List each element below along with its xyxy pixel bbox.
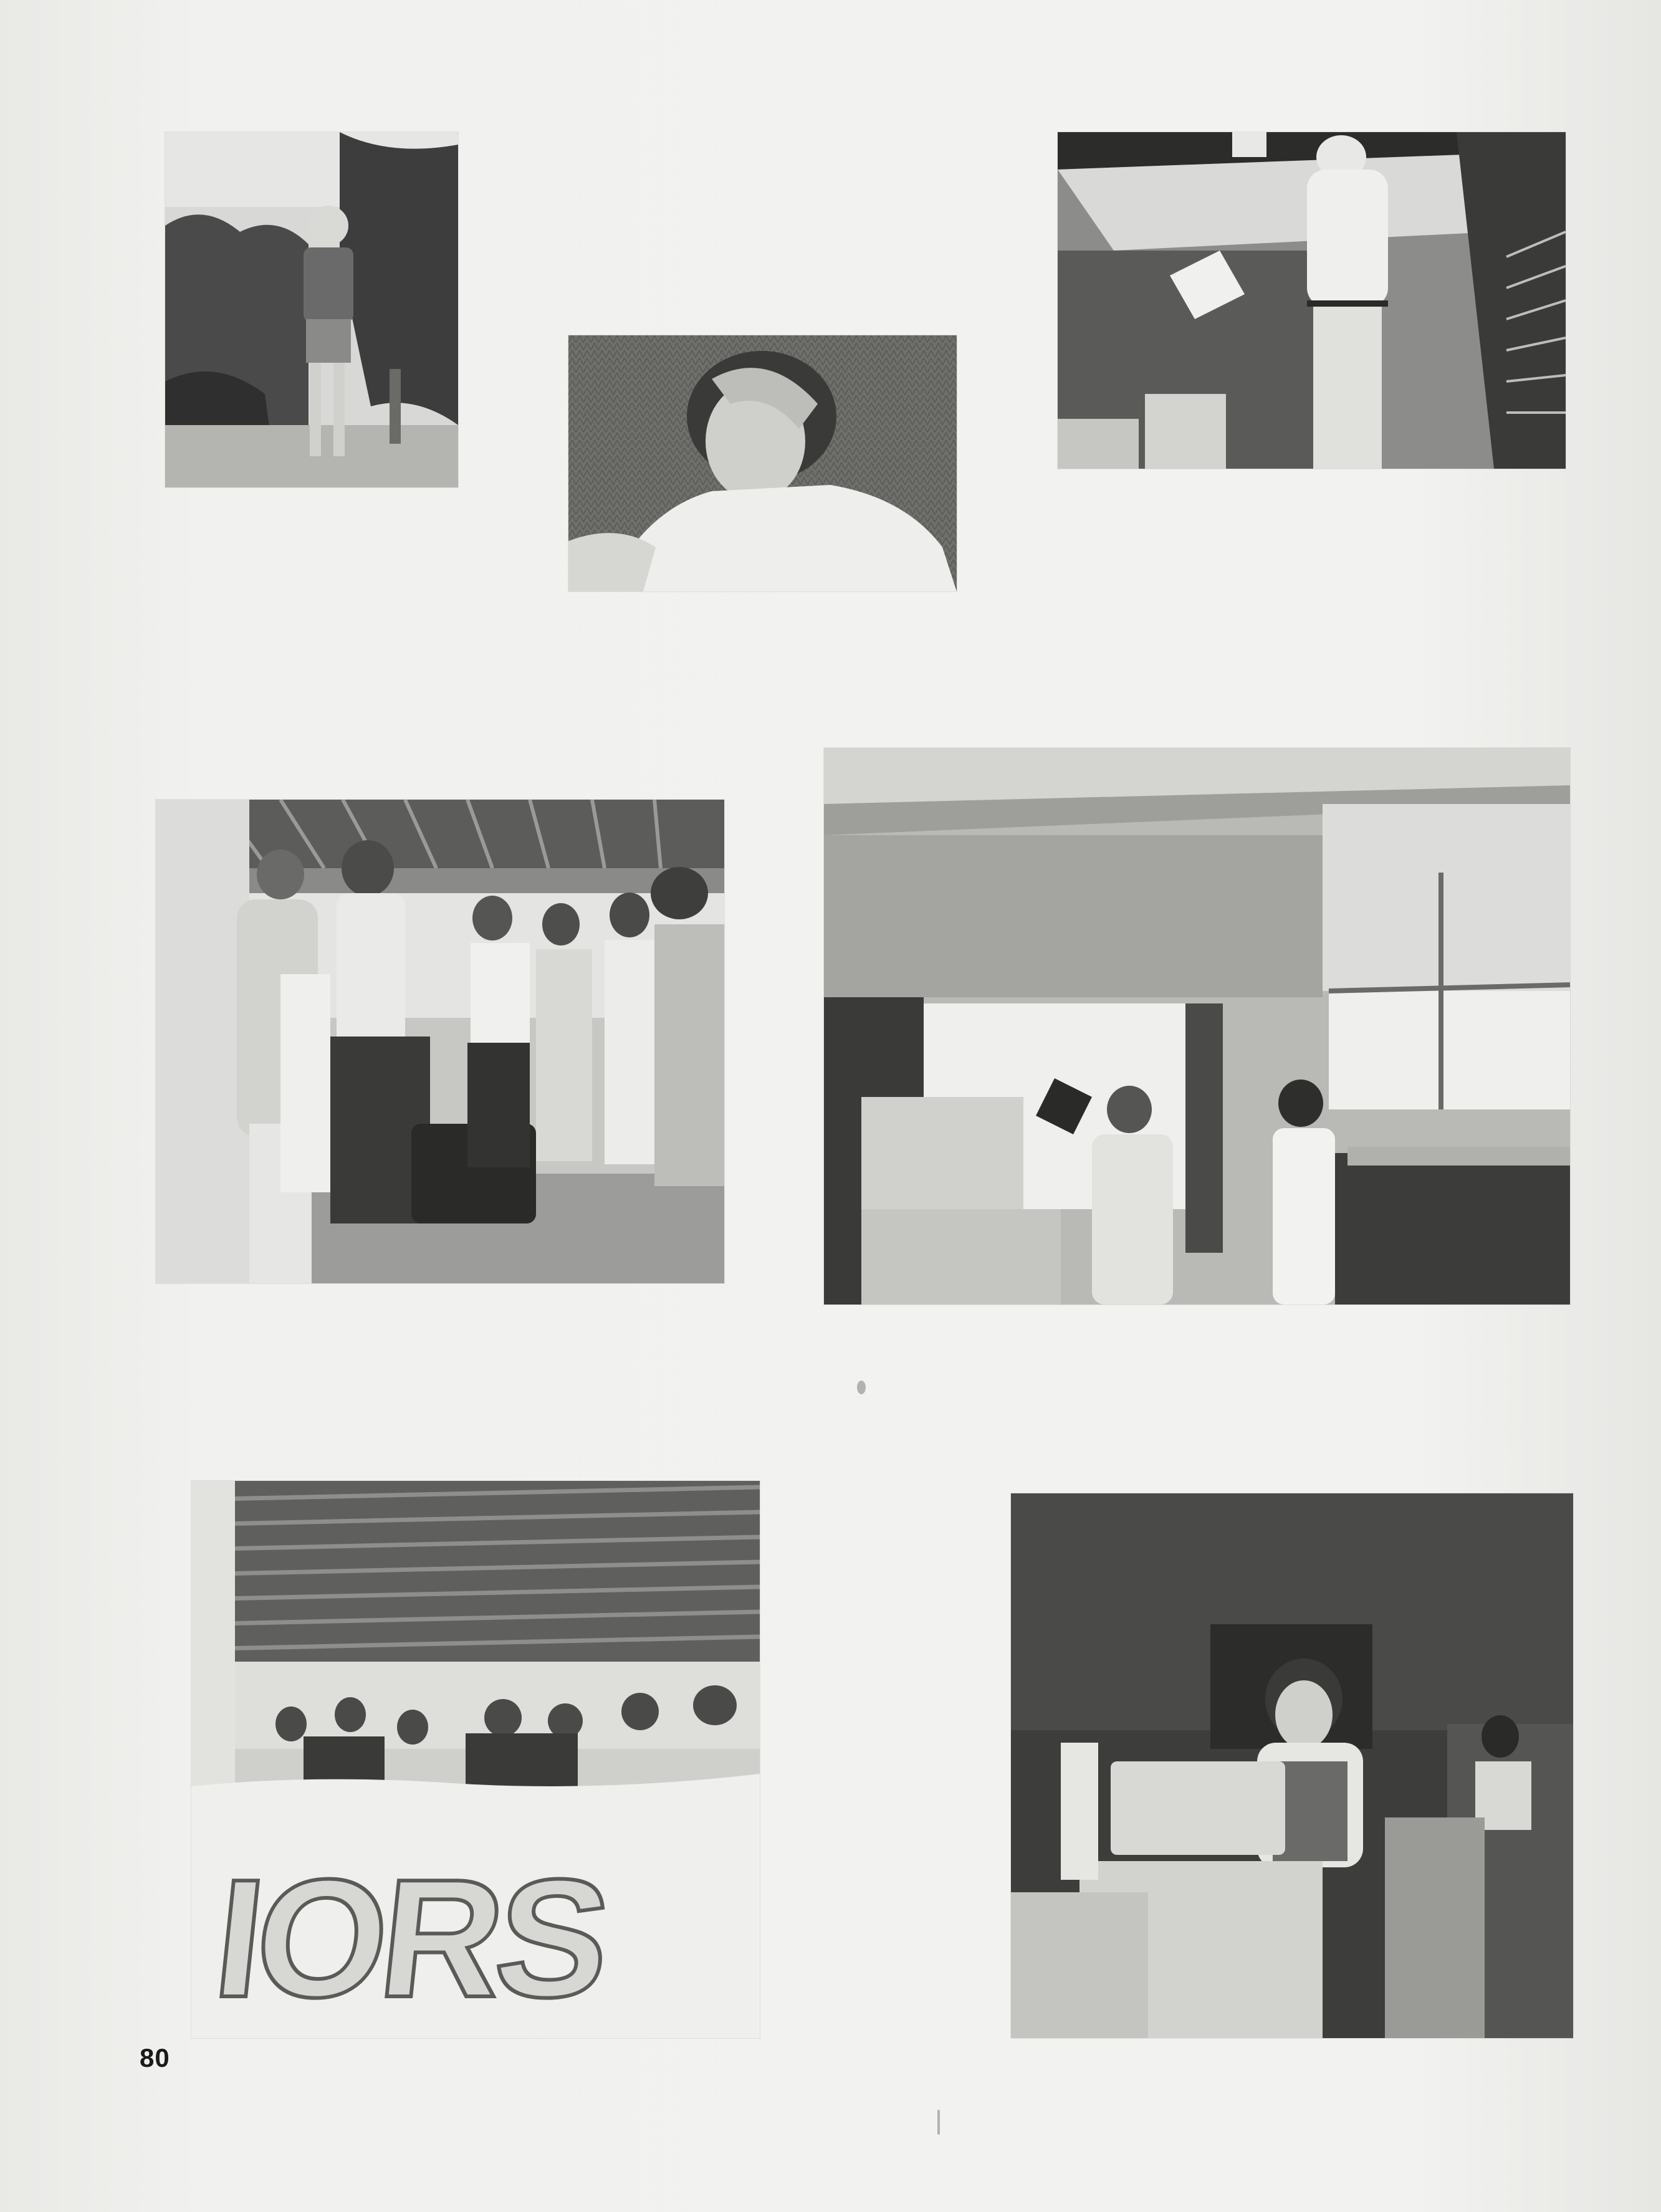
- banner-letters: IORS: [206, 1845, 613, 2032]
- photo-students-walkway-crowd: [156, 800, 724, 1283]
- photo-students-walkway-crowd-image: [156, 800, 724, 1283]
- photo-girl-at-typewriter: [1011, 1493, 1573, 2038]
- photo-classroom-teachers-boxes-image: [824, 748, 1570, 1305]
- speck: [857, 1381, 866, 1394]
- photo-man-hanging-ceiling-box: [1058, 132, 1566, 469]
- photo-man-hanging-ceiling-box-image: [1058, 132, 1566, 469]
- photo-seniors-banner-walkway: [191, 1481, 760, 2038]
- photo-girl-at-typewriter-image: [1011, 1493, 1573, 2038]
- speck: [937, 2110, 940, 2135]
- photo-classroom-teachers-boxes: [824, 748, 1570, 1305]
- photo-boy-outdoors: [165, 132, 458, 487]
- photo-student-lying-grass: [568, 335, 957, 591]
- page-number: 80: [140, 2043, 170, 2072]
- photo-boy-outdoors-image: [165, 132, 458, 487]
- photo-student-lying-grass-image: [568, 335, 957, 591]
